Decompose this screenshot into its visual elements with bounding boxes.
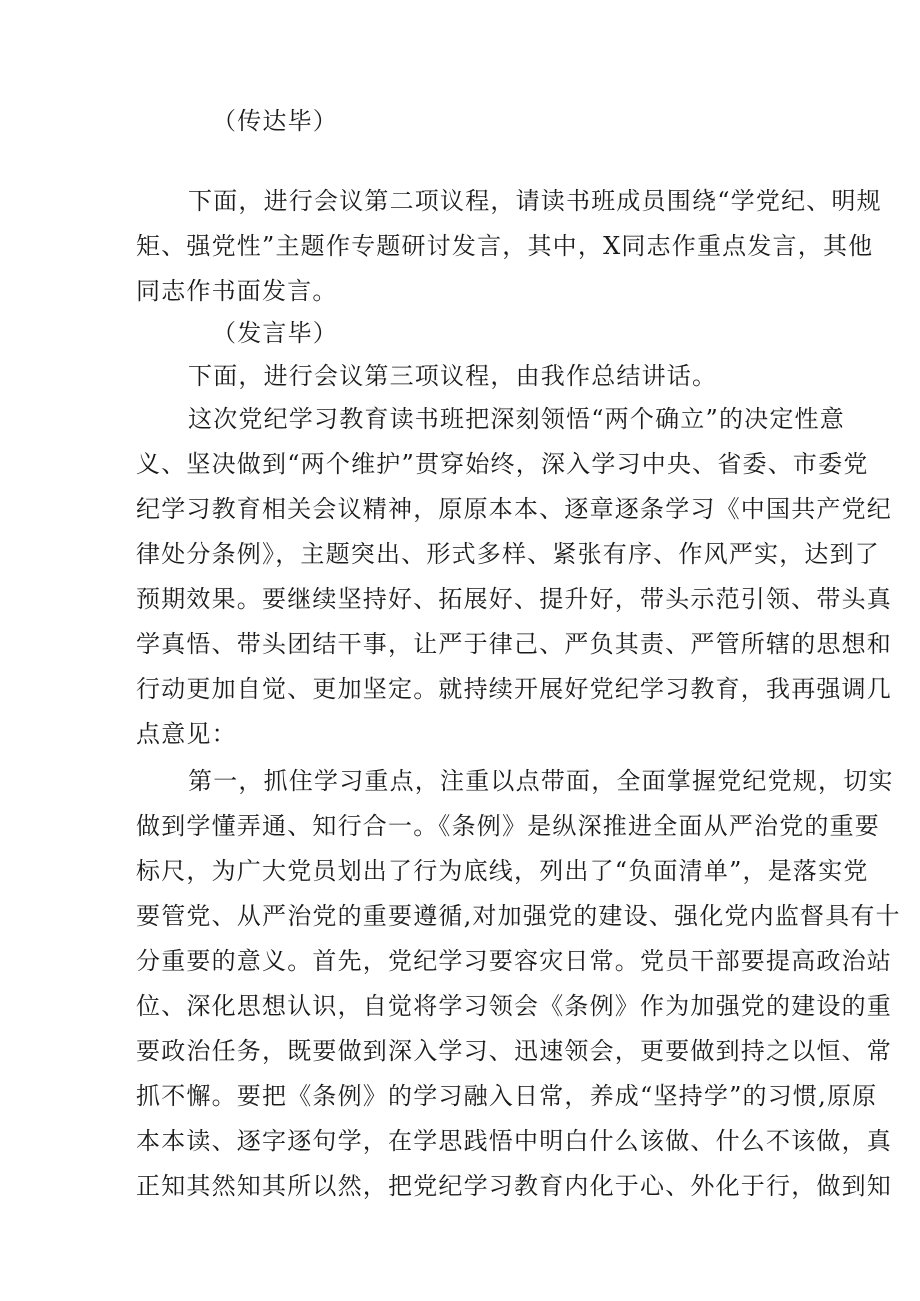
note-transmission-done: （传达毕） <box>212 107 338 135</box>
paragraph-line: 下面，进行会议第三项议程，由我作总结讲话。 <box>188 362 718 390</box>
paragraph-line: 要政治任务，既要做到深入学习、迅速领会，更要做到持之以恒、常 <box>136 1037 892 1065</box>
paragraph-line: 标尺，为广大党员划出了行为底线，列出了“负面清单”，是落实党 <box>136 857 869 885</box>
paragraph-line: 下面，进行会议第二项议程，请读书班成员围绕“学党纪、明规 <box>188 187 882 215</box>
paragraph-line: 要管党、从严治党的重要遵循,对加强党的建设、强化党内监督具有十 <box>136 902 901 930</box>
paragraph-line: 同志作书面发言。 <box>136 277 338 305</box>
paragraph-line: 矩、强党性”主题作专题研讨发言，其中，X同志作重点发言，其他 <box>136 232 874 260</box>
paragraph-line: 本本读、逐字逐句学，在学思践悟中明白什么该做、什么不该做，真 <box>136 1127 892 1155</box>
paragraph-line: 抓不懈。要把《条例》的学习融入日常，养成“坚持学”的习惯,原原 <box>136 1082 878 1110</box>
paragraph-line: 位、深化思想认识，自觉将学习领会《条例》作为加强党的建设的重 <box>136 992 892 1020</box>
paragraph-line: 律处分条例》，主题突出、形式多样、紧张有序、作风严实，达到了 <box>136 540 880 568</box>
paragraph-line: 行动更加自觉、更加坚定。就持续开展好党纪学习教育，我再强调几 <box>136 675 892 703</box>
paragraph-line: 学真悟、带头团结干事，让严于律己、严负其责、严管所辖的思想和 <box>136 630 892 658</box>
paragraph-line: 纪学习教育相关会议精神，原原本本、逐章逐条学习《中国共产党纪 <box>136 495 892 523</box>
paragraph-line: 正知其然知其所以然，把党纪学习教育内化于心、外化于行，做到知 <box>136 1172 892 1200</box>
paragraph-line: 分重要的意义。首先，党纪学习要容灾日常。党员干部要提高政治站 <box>136 947 892 975</box>
paragraph-line: 这次党纪学习教育读书班把深刻领悟“两个确立”的决定性意 <box>188 405 845 433</box>
paragraph-line: 第一，抓住学习重点，注重以点带面，全面掌握党纪党规，切实 <box>188 767 894 795</box>
paragraph-line: 义、坚决做到“两个维护”贯穿始终，深入学习中央、省委、市委党 <box>136 450 869 478</box>
paragraph-line: 点意见： <box>136 720 237 748</box>
paragraph-line: 做到学懂弄通、知行合一。《条例》是纵深推进全面从严治党的重要 <box>136 812 880 840</box>
note-speech-done: （发言毕） <box>212 319 338 347</box>
paragraph-line: 预期效果。要继续坚持好、拓展好、提升好，带头示范引领、带头真 <box>136 585 892 613</box>
